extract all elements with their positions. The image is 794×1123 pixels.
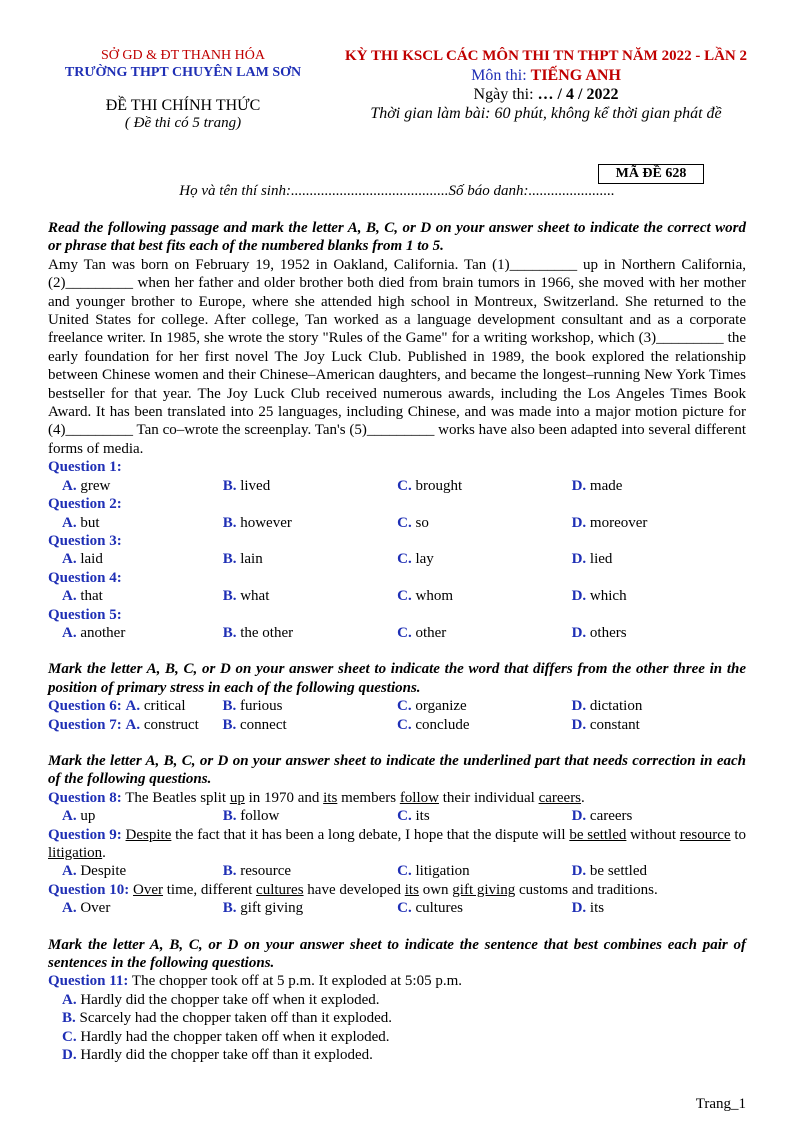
- option-c[interactable]: C. litigation: [397, 863, 470, 880]
- option-b[interactable]: B. resource: [222, 863, 292, 880]
- option-d[interactable]: D. be settled: [571, 863, 647, 880]
- subject-name: TIẾNG ANH: [530, 67, 621, 84]
- question-label: Question 5:: [48, 606, 122, 623]
- option-b[interactable]: B. Scarcely had the chopper taken off than it exploded.: [62, 1010, 393, 1027]
- exam-content: [48, 219, 746, 1064]
- section1-instruction: Read the following passage and mark the letter A, B, C, or D on your answer sheet to indicate the correct word or phrase that best fits each of the numbered blanks from 1 to 5.: [48, 220, 746, 255]
- option-c[interactable]: C. conclude: [397, 716, 470, 733]
- option-c[interactable]: C. Hardly had the chopper taken off when it exploded.: [62, 1028, 390, 1045]
- section4-instruction: Mark the letter A, B, C, or D on your answer sheet to indicate the sentence that best combines each pair of sentences in the following questions.: [48, 936, 746, 972]
- page-number: Trang_1: [695, 1096, 746, 1112]
- option-d[interactable]: D. others: [571, 624, 627, 641]
- question-10-text: Question 10: Over time, different cultures have developed its own gift giving customs and traditions.: [48, 881, 658, 898]
- question-row-7: Question 7: A. construct B. connect C. conclude D. constant: [48, 716, 746, 734]
- option-a[interactable]: A. Hardly did the chopper take off when it exploded.: [62, 991, 380, 1008]
- option-d[interactable]: D. which: [571, 588, 627, 605]
- date-label: Ngày thi:: [473, 86, 534, 103]
- question-block: [48, 569, 746, 606]
- options-row: [48, 807, 746, 825]
- time-allowed: Thời gian làm bài: 60 phút, không kể thời gian phát đề: [370, 105, 722, 122]
- option-b[interactable]: B. follow: [222, 808, 280, 825]
- option-a[interactable]: A. laid: [62, 551, 103, 568]
- header-left: [48, 47, 318, 133]
- department-name: SỞ GD & ĐT THANH HÓA: [101, 48, 265, 63]
- question-9-text: Question 9: Despite the fact that it has been a long debate, I hope that the dispute will be settled without resource to litigation.: [48, 826, 746, 861]
- section3-instruction: Mark the letter A, B, C, or D on your answer sheet to indicate the underlined part that needs correction in each of the following questions.: [48, 752, 746, 788]
- option-d[interactable]: D. Hardly did the chopper take off than it exploded.: [62, 1047, 373, 1064]
- exam-title: KỲ THI KSCL CÁC MÔN THI TN THPT NĂM 2022 - LẦN 2: [344, 48, 747, 64]
- option-b[interactable]: B. lain: [222, 551, 263, 568]
- option-a[interactable]: A. grew: [62, 477, 111, 494]
- option-d[interactable]: D. careers: [571, 808, 633, 825]
- option-a[interactable]: A. that: [62, 588, 103, 605]
- subject-line: [330, 66, 762, 85]
- option-d[interactable]: D. dictation: [571, 698, 643, 715]
- options-row: [48, 862, 746, 880]
- option-c[interactable]: C. brought: [397, 477, 463, 494]
- option-b[interactable]: B. gift giving: [222, 900, 304, 917]
- question-label: Question 3:: [48, 532, 122, 549]
- option-c[interactable]: C. cultures: [397, 900, 463, 917]
- candidate-info-line: Họ và tên thí sinh:..........................................Số báo danh:.......................: [179, 183, 615, 199]
- option-c[interactable]: C. its: [397, 808, 430, 825]
- school-name: TRƯỜNG THPT CHUYÊN LAM SƠN: [64, 65, 302, 80]
- option-a[interactable]: A. but: [62, 514, 100, 531]
- page-count-note: ( Đề thi có 5 trang): [124, 115, 242, 131]
- option-b[interactable]: B. the other: [222, 624, 294, 641]
- option-d[interactable]: D. lied: [571, 551, 613, 568]
- date-value: … / 4 / 2022: [537, 86, 619, 103]
- option-b[interactable]: B. lived: [222, 477, 271, 494]
- question-label: Question 1:: [48, 459, 122, 476]
- option-a[interactable]: construct: [143, 716, 199, 733]
- option-d[interactable]: D. made: [571, 477, 623, 494]
- question-block: [48, 532, 746, 569]
- option-c[interactable]: C. organize: [397, 698, 467, 715]
- option-d[interactable]: D. moreover: [571, 514, 648, 531]
- options-row: [48, 587, 746, 605]
- option-a[interactable]: A. another: [62, 624, 126, 641]
- reading-passage: Amy Tan was born on February 19, 1952 in Oakland, California. Tan (1)_________ up in Northern California, (2)_________ when her father and older brother both died from brain tumors in 1966, she moved with her mother and younger brother to Europe, where she attended high school in Montreux, Switzerland. She returned to the United States for college. After college, Tan worked as a language development consultant and as a corporate freelance writer. In 1985, she wrote the story "Rules of the Game" for a writing workshop, which (3)_________ the early foundation for her first novel The Joy Luck Club. Published in 1989, the book explored the relationship between Chinese women and their Chinese–American daughters, and became the longest–running New York Times bestseller for that year. The Joy Luck Club received numerous awards, including the Los Angeles Times Book Award. It has been translated into 25 languages, including Chinese, and was made into a major motion picture for (4)_________ Tan co–wrote the screenplay. Tan's (5)_________ works have also been adapted into several different forms of media.: [48, 256, 746, 457]
- subject-label: Môn thi:: [471, 67, 527, 84]
- question-block: [48, 458, 746, 495]
- option-b[interactable]: B. what: [222, 588, 270, 605]
- question-label: Question 4:: [48, 569, 122, 586]
- options-row: [48, 899, 746, 917]
- option-c[interactable]: C. lay: [397, 551, 434, 568]
- option-b[interactable]: B. furious: [222, 698, 283, 715]
- option-a[interactable]: A. Over: [62, 900, 111, 917]
- option-c[interactable]: C. other: [397, 624, 447, 641]
- option-c[interactable]: C. so: [397, 514, 429, 531]
- option-d[interactable]: D. its: [571, 900, 605, 917]
- options-row: [48, 624, 746, 642]
- section2-instruction: Mark the letter A, B, C, or D on your answer sheet to indicate the word that differs from the other three in the position of primary stress in each of the following questions.: [48, 661, 746, 696]
- option-a[interactable]: critical: [143, 698, 186, 715]
- question-block: [48, 495, 746, 532]
- options-row: [48, 550, 746, 568]
- option-a[interactable]: A. Despite: [62, 863, 127, 880]
- question-8-text: Question 8: The Beatles split up in 1970 and its members follow their individual careers.: [48, 789, 585, 806]
- header-right: [330, 47, 762, 123]
- exam-code-box: MÃ ĐỀ 628: [598, 164, 704, 184]
- question-row-6: Question 6: A. critical B. furious C. organize D. dictation: [48, 697, 746, 715]
- option-c[interactable]: C. whom: [397, 588, 453, 605]
- options-row: [48, 477, 746, 495]
- date-line: [330, 85, 762, 104]
- question-label: Question 2:: [48, 496, 122, 513]
- option-a[interactable]: A. up: [62, 808, 96, 825]
- option-b[interactable]: B. connect: [222, 716, 287, 733]
- question-block: [48, 606, 746, 643]
- question-11-text: Question 11: The chopper took off at 5 p.m. It exploded at 5:05 p.m.: [48, 973, 462, 990]
- options-row: [48, 514, 746, 532]
- option-b[interactable]: B. however: [222, 514, 292, 531]
- option-d[interactable]: D. constant: [571, 716, 640, 733]
- official-exam-label: ĐỀ THI CHÍNH THỨC: [105, 97, 261, 114]
